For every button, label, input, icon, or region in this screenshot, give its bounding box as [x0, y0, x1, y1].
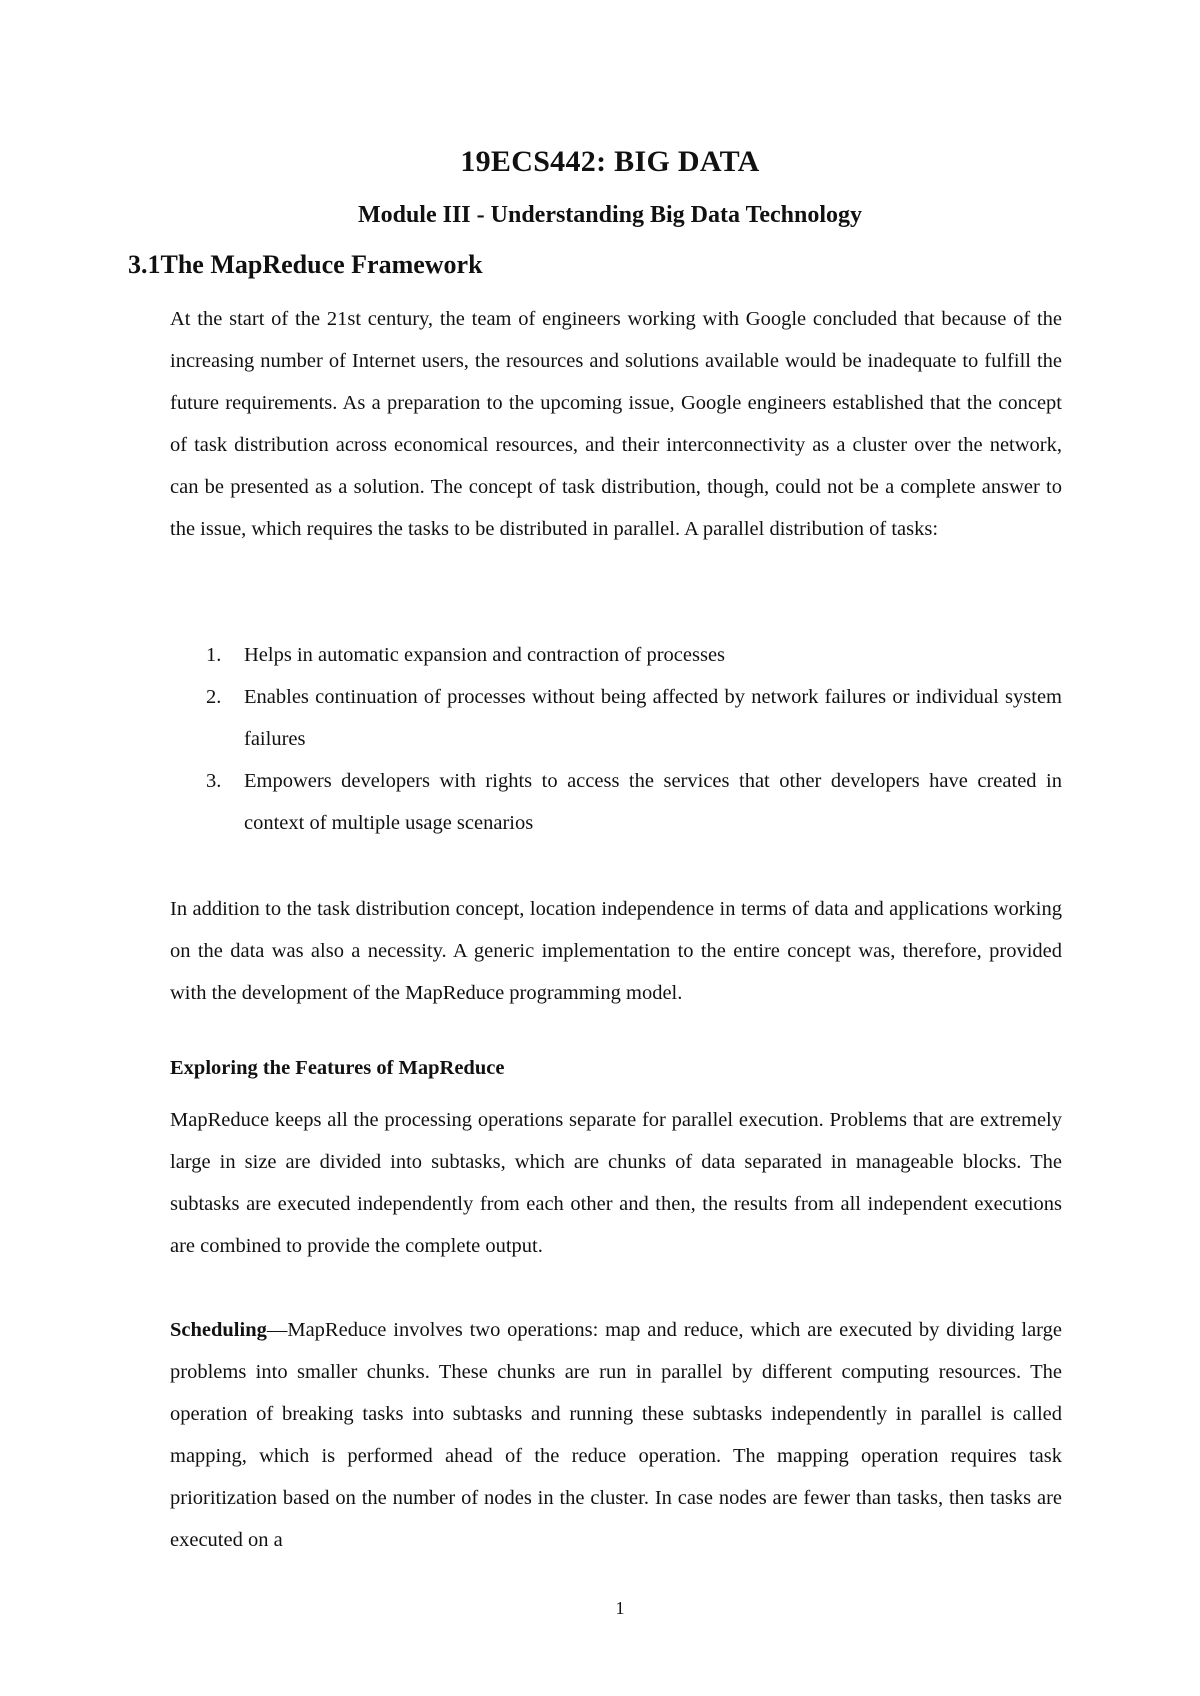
intro-paragraph-text: At the start of the 21st century, the team of engineers working with Google concluded that because of the increasing number of Internet users, the resources and solutions available would be inadequate to fulfill the future requirements. As a preparation to the upcoming issue, Google engineers established that the concept of task distribution across economical resources, and their interconnectivity as a cluster over the network, can be presented as a solution. The concept of task distribution, though, could not be a complete answer to the issue, which requires the tasks to be distributed in parallel. A parallel distribution of tasks:	[170, 308, 1062, 540]
features-paragraph-text: MapReduce keeps all the processing operations separate for parallel execution. Problems that are extremely large in size are divided into subtasks, which are chunks of data separated in manageable blocks. The subtasks are executed independently from each other and then, the results from all independent executions are combined to provide the complete output.	[170, 1109, 1062, 1257]
location-independence-text: In addition to the task distribution concept, location independence in terms of data and applications working on the data was also a necessity. A generic implementation to the entire concept was, therefore, provided with the development of the MapReduce programming model.	[170, 898, 1062, 1004]
list-item-text: Empowers developers with rights to access the services that other developers have created in context of multiple usage scenarios	[244, 770, 1062, 834]
list-item-number: 3.	[206, 770, 222, 792]
features-paragraph	[170, 1099, 1062, 1267]
list-item-number: 1.	[206, 644, 222, 666]
location-independence-paragraph	[170, 888, 1062, 1014]
list-item-text: Helps in automatic expansion and contraction of processes	[244, 644, 726, 666]
intro-paragraph	[170, 298, 1062, 550]
list-item	[170, 634, 1062, 676]
parallel-benefits-list	[170, 634, 1062, 844]
scheduling-paragraph	[170, 1309, 1062, 1561]
course-title: 19ECS442: BIG DATA	[460, 145, 760, 178]
list-item	[170, 760, 1062, 844]
page-number: 1	[615, 1598, 625, 1618]
scheduling-term: Scheduling	[170, 1319, 267, 1341]
scheduling-text: —MapReduce involves two operations: map and reduce, which are executed by dividing large problems into smaller chunks. These chunks are run in parallel by different computing resources. The operation of breaking tasks into subtasks and running these subtasks independently in parallel is called mapping, which is performed ahead of the reduce operation. The mapping operation requires task prioritization based on the number of nodes in the cluster. In case nodes are fewer than tasks, then tasks are executed on a	[170, 1319, 1062, 1551]
module-title: Module III - Understanding Big Data Technology	[357, 202, 863, 228]
list-item-number: 2.	[206, 686, 222, 708]
scheduling-paragraph-body	[170, 1309, 1062, 1561]
list-item	[170, 676, 1062, 760]
section-heading: 3.1The MapReduce Framework	[128, 250, 483, 279]
list-item-text: Enables continuation of processes without being affected by network failures or individual system failures	[244, 686, 1062, 750]
features-heading: Exploring the Features of MapReduce	[170, 1057, 505, 1079]
